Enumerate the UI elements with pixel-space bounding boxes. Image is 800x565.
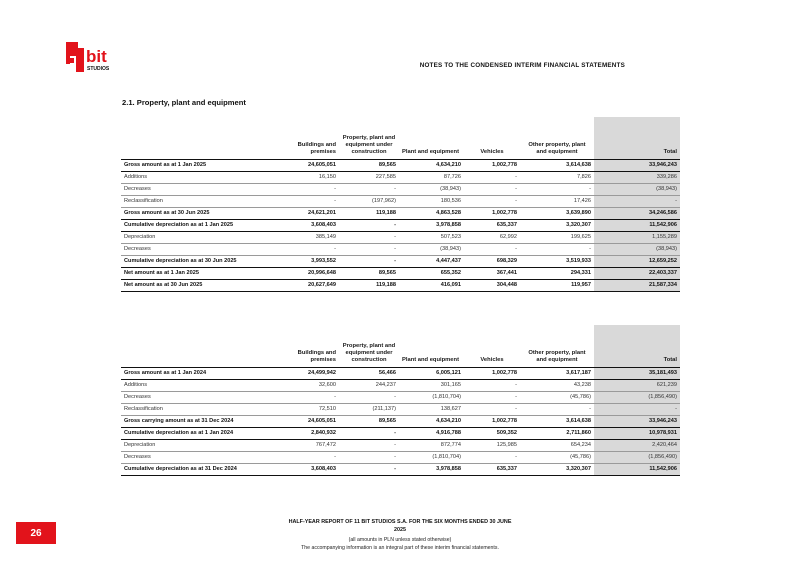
row-value-cell: 6,005,121 bbox=[399, 367, 464, 379]
row-total-cell: 21,587,334 bbox=[594, 279, 680, 291]
row-value-cell: 4,863,528 bbox=[399, 207, 464, 219]
row-value-cell: - bbox=[520, 403, 594, 415]
row-value-cell: - bbox=[277, 195, 339, 207]
row-value-cell: - bbox=[464, 391, 520, 403]
row-value-cell: - bbox=[464, 451, 520, 463]
row-value-cell: - bbox=[339, 219, 399, 231]
ppe-table-2024 bbox=[121, 325, 680, 476]
row-label: Decreases bbox=[121, 391, 277, 403]
row-label: Net amount as at 30 Jun 2025 bbox=[121, 279, 277, 291]
row-label: Cumulative depreciation as at 1 Jan 2025 bbox=[121, 219, 277, 231]
row-total-cell: 35,181,493 bbox=[594, 367, 680, 379]
row-value-cell: - bbox=[277, 243, 339, 255]
row-label: Gross amount as at 1 Jan 2024 bbox=[121, 367, 277, 379]
row-value-cell: 655,352 bbox=[399, 267, 464, 279]
table-row bbox=[121, 451, 680, 463]
row-value-cell: 119,188 bbox=[339, 279, 399, 291]
ppe-table-2025 bbox=[121, 117, 680, 292]
row-value-cell: 635,337 bbox=[464, 463, 520, 475]
row-value-cell: 56,466 bbox=[339, 367, 399, 379]
logo-subtext: STUDIOS bbox=[87, 66, 110, 72]
row-total-cell: 621,239 bbox=[594, 379, 680, 391]
row-value-cell: 3,608,403 bbox=[277, 463, 339, 475]
row-value-cell: (45,786) bbox=[520, 451, 594, 463]
row-label: Reclassification bbox=[121, 195, 277, 207]
row-value-cell: 367,441 bbox=[464, 267, 520, 279]
row-value-cell: 385,149 bbox=[277, 231, 339, 243]
footer-report-title: HALF-YEAR REPORT OF 11 BIT STUDIOS S.A. FOR THE SIX MONTHS ENDED 30 JUNE bbox=[288, 519, 512, 525]
table-row bbox=[121, 367, 680, 379]
table-header-row bbox=[121, 117, 680, 159]
row-label: Additions bbox=[121, 171, 277, 183]
row-value-cell: 635,337 bbox=[464, 219, 520, 231]
row-value-cell: 119,957 bbox=[520, 279, 594, 291]
row-value-cell: 4,916,788 bbox=[399, 427, 464, 439]
row-total-cell: 34,246,586 bbox=[594, 207, 680, 219]
row-total-cell: 10,978,931 bbox=[594, 427, 680, 439]
row-label: Gross amount as at 1 Jan 2025 bbox=[121, 159, 277, 171]
row-value-cell: 20,996,648 bbox=[277, 267, 339, 279]
row-total-cell: 1,155,289 bbox=[594, 231, 680, 243]
row-total-cell: 2,420,464 bbox=[594, 439, 680, 451]
table-row bbox=[121, 243, 680, 255]
row-label: Additions bbox=[121, 379, 277, 391]
row-value-cell: (1,810,704) bbox=[399, 451, 464, 463]
header-other: Other property, plant and equipment bbox=[520, 325, 594, 367]
table-body bbox=[121, 367, 680, 475]
section-title: 2.1. Property, plant and equipment bbox=[122, 98, 246, 107]
row-value-cell: 24,605,051 bbox=[277, 159, 339, 171]
table-row bbox=[121, 171, 680, 183]
header-blank bbox=[121, 117, 277, 159]
header-total: Total bbox=[594, 117, 680, 159]
row-value-cell: - bbox=[464, 403, 520, 415]
row-value-cell: 7,826 bbox=[520, 171, 594, 183]
row-value-cell: 138,627 bbox=[399, 403, 464, 415]
row-value-cell: 767,472 bbox=[277, 439, 339, 451]
row-value-cell: 3,617,187 bbox=[520, 367, 594, 379]
page-number: 26 bbox=[16, 522, 56, 544]
table-row bbox=[121, 207, 680, 219]
row-value-cell: - bbox=[339, 391, 399, 403]
row-value-cell: - bbox=[277, 451, 339, 463]
row-value-cell: 72,510 bbox=[277, 403, 339, 415]
row-total-cell: 339,286 bbox=[594, 171, 680, 183]
table-body bbox=[121, 159, 680, 291]
row-value-cell: - bbox=[339, 427, 399, 439]
row-value-cell: 507,523 bbox=[399, 231, 464, 243]
footer-disclaimer: The accompanying information is an integral part of these interim financial statements. bbox=[301, 545, 499, 551]
row-total-cell: 12,659,252 bbox=[594, 255, 680, 267]
row-value-cell: 24,605,051 bbox=[277, 415, 339, 427]
row-value-cell: (1,810,704) bbox=[399, 391, 464, 403]
row-value-cell: 3,978,858 bbox=[399, 219, 464, 231]
row-value-cell: 509,352 bbox=[464, 427, 520, 439]
row-value-cell: 87,726 bbox=[399, 171, 464, 183]
row-label: Cumulative depreciation as at 1 Jan 2024 bbox=[121, 427, 277, 439]
row-value-cell: 4,634,210 bbox=[399, 159, 464, 171]
row-value-cell: 3,614,638 bbox=[520, 159, 594, 171]
row-label: Depreciation bbox=[121, 439, 277, 451]
row-value-cell: 89,565 bbox=[339, 415, 399, 427]
row-value-cell: - bbox=[339, 183, 399, 195]
table-row bbox=[121, 403, 680, 415]
row-value-cell: (211,137) bbox=[339, 403, 399, 415]
row-value-cell: - bbox=[277, 391, 339, 403]
table-row bbox=[121, 255, 680, 267]
row-value-cell: - bbox=[464, 195, 520, 207]
row-total-cell: (1,856,490) bbox=[594, 451, 680, 463]
row-label: Reclassification bbox=[121, 403, 277, 415]
row-total-cell: (1,856,490) bbox=[594, 391, 680, 403]
row-total-cell: - bbox=[594, 403, 680, 415]
company-logo bbox=[66, 42, 126, 72]
row-value-cell: - bbox=[339, 451, 399, 463]
row-value-cell: (45,786) bbox=[520, 391, 594, 403]
footer-report-year: 2025 bbox=[394, 527, 406, 533]
row-total-cell: (38,943) bbox=[594, 243, 680, 255]
row-total-cell: 33,946,243 bbox=[594, 415, 680, 427]
row-label: Cumulative depreciation as at 31 Dec 2024 bbox=[121, 463, 277, 475]
row-value-cell: 89,565 bbox=[339, 267, 399, 279]
row-value-cell: - bbox=[339, 231, 399, 243]
row-value-cell: 1,002,778 bbox=[464, 415, 520, 427]
row-value-cell: 698,329 bbox=[464, 255, 520, 267]
row-value-cell: 4,634,210 bbox=[399, 415, 464, 427]
table-header-row bbox=[121, 325, 680, 367]
table-row bbox=[121, 463, 680, 475]
row-value-cell: 1,002,778 bbox=[464, 367, 520, 379]
header-buildings: Buildings and premises bbox=[277, 325, 339, 367]
row-value-cell: - bbox=[339, 255, 399, 267]
row-value-cell: 244,237 bbox=[339, 379, 399, 391]
table-row bbox=[121, 279, 680, 291]
header-vehicles: Vehicles bbox=[464, 325, 520, 367]
header-blank bbox=[121, 325, 277, 367]
row-value-cell: - bbox=[520, 183, 594, 195]
row-value-cell: - bbox=[339, 463, 399, 475]
row-value-cell: 654,234 bbox=[520, 439, 594, 451]
row-label: Gross carrying amount as at 31 Dec 2024 bbox=[121, 415, 277, 427]
header-vehicles: Vehicles bbox=[464, 117, 520, 159]
row-value-cell: (38,943) bbox=[399, 243, 464, 255]
row-value-cell: 3,978,858 bbox=[399, 463, 464, 475]
row-value-cell: 16,150 bbox=[277, 171, 339, 183]
header-total: Total bbox=[594, 325, 680, 367]
row-value-cell: - bbox=[277, 183, 339, 195]
row-value-cell: 17,426 bbox=[520, 195, 594, 207]
row-value-cell: 227,585 bbox=[339, 171, 399, 183]
row-value-cell: 20,627,649 bbox=[277, 279, 339, 291]
row-label: Cumulative depreciation as at 30 Jun 2025 bbox=[121, 255, 277, 267]
row-value-cell: 1,002,778 bbox=[464, 159, 520, 171]
row-value-cell: (38,943) bbox=[399, 183, 464, 195]
header-plant: Plant and equipment bbox=[399, 325, 464, 367]
table-row bbox=[121, 183, 680, 195]
table-row bbox=[121, 379, 680, 391]
row-total-cell: (38,943) bbox=[594, 183, 680, 195]
row-value-cell: 294,331 bbox=[520, 267, 594, 279]
row-value-cell: 199,625 bbox=[520, 231, 594, 243]
row-value-cell: - bbox=[464, 379, 520, 391]
row-total-cell: 11,542,906 bbox=[594, 463, 680, 475]
row-value-cell: 119,188 bbox=[339, 207, 399, 219]
row-label: Decreases bbox=[121, 243, 277, 255]
row-label: Gross amount as at 30 Jun 2025 bbox=[121, 207, 277, 219]
table-row bbox=[121, 219, 680, 231]
row-value-cell: 180,536 bbox=[399, 195, 464, 207]
row-value-cell: 3,519,933 bbox=[520, 255, 594, 267]
header-plant: Plant and equipment bbox=[399, 117, 464, 159]
row-value-cell: 416,091 bbox=[399, 279, 464, 291]
row-value-cell: - bbox=[520, 243, 594, 255]
row-value-cell: - bbox=[339, 439, 399, 451]
row-value-cell: 2,840,932 bbox=[277, 427, 339, 439]
table-row bbox=[121, 427, 680, 439]
row-value-cell: 24,621,201 bbox=[277, 207, 339, 219]
header-other: Other property, plant and equipment bbox=[520, 117, 594, 159]
row-value-cell: - bbox=[464, 171, 520, 183]
row-total-cell: 33,946,243 bbox=[594, 159, 680, 171]
row-total-cell: - bbox=[594, 195, 680, 207]
row-label: Net amount as at 1 Jan 2025 bbox=[121, 267, 277, 279]
row-value-cell: (197,962) bbox=[339, 195, 399, 207]
logo-text: bit bbox=[86, 47, 107, 66]
table-row bbox=[121, 267, 680, 279]
row-value-cell: 2,711,860 bbox=[520, 427, 594, 439]
row-value-cell: 301,165 bbox=[399, 379, 464, 391]
table-row bbox=[121, 439, 680, 451]
row-value-cell: 32,600 bbox=[277, 379, 339, 391]
table-row bbox=[121, 231, 680, 243]
row-value-cell: 125,985 bbox=[464, 439, 520, 451]
row-label: Decreases bbox=[121, 451, 277, 463]
row-value-cell: - bbox=[464, 243, 520, 255]
row-value-cell: 4,447,437 bbox=[399, 255, 464, 267]
header-construction: Property, plant and equipment under construction bbox=[339, 325, 399, 367]
row-value-cell: - bbox=[464, 183, 520, 195]
row-value-cell: 1,002,778 bbox=[464, 207, 520, 219]
row-value-cell: 304,448 bbox=[464, 279, 520, 291]
row-total-cell: 22,403,337 bbox=[594, 267, 680, 279]
table-row bbox=[121, 195, 680, 207]
row-value-cell: 3,614,638 bbox=[520, 415, 594, 427]
row-value-cell: - bbox=[339, 243, 399, 255]
header-construction: Property, plant and equipment under construction bbox=[339, 117, 399, 159]
row-value-cell: 3,320,307 bbox=[520, 463, 594, 475]
page-header-title: NOTES TO THE CONDENSED INTERIM FINANCIAL STATEMENTS bbox=[419, 62, 625, 69]
row-value-cell: 62,992 bbox=[464, 231, 520, 243]
row-value-cell: 3,993,552 bbox=[277, 255, 339, 267]
row-value-cell: 3,320,307 bbox=[520, 219, 594, 231]
row-value-cell: 43,238 bbox=[520, 379, 594, 391]
row-label: Decreases bbox=[121, 183, 277, 195]
table-row bbox=[121, 391, 680, 403]
header-buildings: Buildings and premises bbox=[277, 117, 339, 159]
row-total-cell: 11,542,906 bbox=[594, 219, 680, 231]
row-value-cell: 3,608,403 bbox=[277, 219, 339, 231]
row-value-cell: 3,639,890 bbox=[520, 207, 594, 219]
row-value-cell: 872,774 bbox=[399, 439, 464, 451]
row-label: Depreciation bbox=[121, 231, 277, 243]
table-row bbox=[121, 415, 680, 427]
footer-currency-note: (all amounts in PLN unless stated otherwise) bbox=[348, 537, 452, 543]
table-row bbox=[121, 159, 680, 171]
row-value-cell: 24,499,942 bbox=[277, 367, 339, 379]
row-value-cell: 89,565 bbox=[339, 159, 399, 171]
